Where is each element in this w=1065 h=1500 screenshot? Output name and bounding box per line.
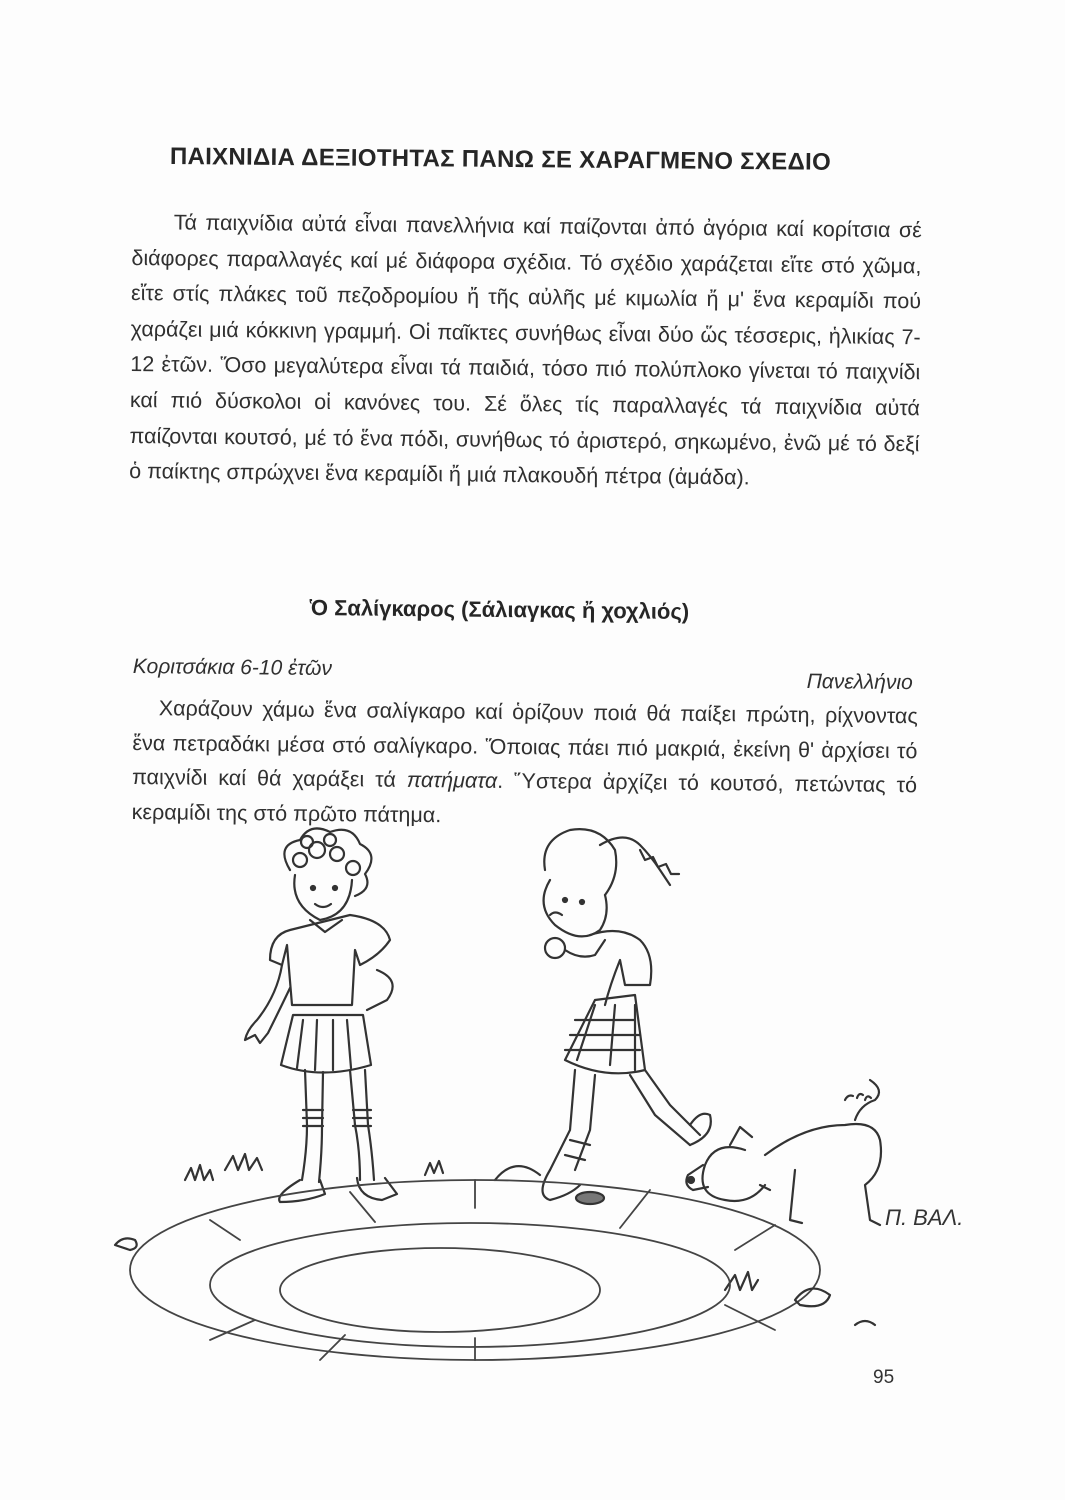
intro-paragraph: Τά παιχνίδια αὐτά εἶναι πανελλήνια καί παίζονται ἀπό ἀγόρια καί κορίτσια σέ διάφορες παραλλαγές καί μέ διάφορα σχέδια. Τό σχέδιο χαράζεται εἴτε στό χῶμα, εἴτε στίς πλάκες τοῦ πεζοδρομίου ἤ τῆς αὐλῆς μέ κιμωλία ἤ μ' ἕνα κεραμίδι πού χαράζει μιά κόκκινη γραμμή. Οἱ παῖκτες συνήθως εἶναι δύο ὥς τέσσερις, ἡλικίας 7-12 ἐτῶν. Ὅσο μεγαλύτερα εἶναι τά παιδιά, τόσο πιό πολύπλοκο γίνεται τό παιχνίδι καί πιό δύσκολοι οἱ κανόνες του. Σέ ὅλες τίς παραλλαγές τά παιχνίδια αὐτά παίζονται κουτσό, μέ τό ἕνα πόδι, συνήθως τό ἀριστερό, σηκωμένο, ἐνῶ μέ τό δεξί ὁ παίκτης σπρώχνει ἕνα κεραμίδι ἤ μιά πλακουδή πέτρα (ἀμάδα). — [129, 210, 922, 490]
desc-text-2: . Ὕστερα ἀρχίζει τό κουτσό, πετώντας τό κεραμίδι της στό πρῶτο πάτημα. — [131, 768, 918, 827]
dog-figure — [686, 1080, 881, 1225]
illustrator-signature: Π. ΒΑΛ. — [885, 1205, 964, 1230]
hopscotch-illustration — [95, 820, 964, 1380]
desc-emphasis: πατήματα — [406, 767, 498, 793]
page-number: 95 — [873, 1367, 895, 1388]
region-label: Πανελλήνιο — [806, 670, 913, 695]
section-title: Ὁ Σαλίγκαρος (Σάλιαγκας ἤ χοχλιός) — [309, 595, 690, 624]
game-meta — [132, 655, 913, 695]
girl-standing-figure — [245, 828, 397, 1202]
hopscotch-court — [130, 1180, 820, 1360]
desc-text-1: Χαράζουν χάμω ἕνα σαλίγκαρο καί ὁρίζουν ποιά θά παίξει πρώτη, ρίχνοντας ἕνα πετραδάκι μέσα στό σαλίγκαρο. Ὅποιας πάει πιό μακριά, ἐκείνη θ' ἀρχίσει τό παιχνίδι καί θά χαράξει τά — [131, 696, 918, 792]
page-title: ΠΑΙΧΝΙΔΙΑ ΔΕΞΙΟΤΗΤΑΣ ΠΑΝΩ ΣΕ ΧΑΡΑΓΜΕΝΟ ΣΧΕΔΙΟ — [169, 143, 832, 176]
players-age: Κοριτσάκια 6-10 ἐτῶν — [132, 655, 333, 681]
girl-running-figure — [543, 829, 711, 1200]
game-description — [132, 691, 918, 837]
